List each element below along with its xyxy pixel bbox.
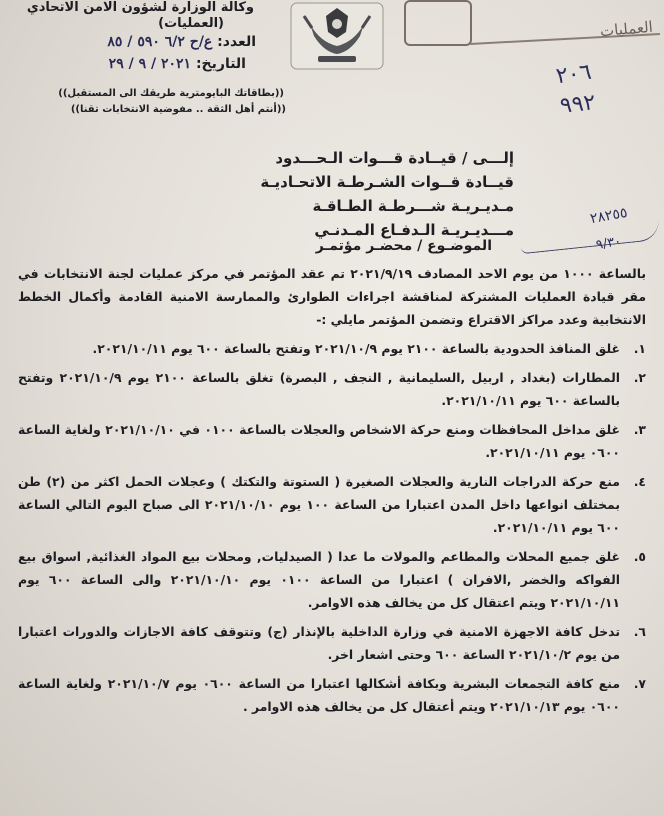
- document-number: [107, 34, 256, 50]
- list-item: [18, 545, 646, 614]
- receipt-stamp-box: [404, 0, 472, 46]
- list-item: [18, 418, 646, 464]
- margin-curve-mark: [519, 219, 660, 255]
- list-item: [18, 337, 646, 360]
- handwritten-mark-2: ٩٩٢: [558, 90, 597, 119]
- item-number: ٥.: [633, 549, 646, 564]
- list-item: [18, 366, 646, 412]
- item-text: تدخل كافة الاجهزة الامنية في وزارة الداخلية بالإنذار (ج) وتتوقف كافة الاجازات والدورات اعتبارا من يوم ٢٠٢١/١٠/٢ الساعة ٦٠٠ وحتى اشعار اخر.: [18, 624, 620, 662]
- item-text: منع حركة الدراجات النارية والعجلات الصغيرة ( الستوتة والتكتك ) وعجلات الحمل اكثر من (٢) طن بمختلف انواعها داخل المدن اعتبارا من الساعة ١٠٠ يوم ٢٠٢١/١٠/١٠ الى صباح اليوم التالي الساعة ٦٠٠ يوم ٢٠٢١/١٠/١١.: [18, 474, 620, 535]
- subject-line: الموضـوع / محضـر مؤتمـر: [315, 238, 492, 254]
- agency-name: وكالة الوزارة لشؤون الامن الاتحادي: [26, 0, 254, 15]
- item-number: ٧.: [633, 676, 646, 691]
- handwritten-mark-1: ٢٠٦: [554, 59, 594, 90]
- recipient-line: إلـــى / قيــادة قـــوات الـحـــدود: [275, 149, 514, 167]
- intro-paragraph: بالساعة ١٠٠٠ من يوم الاحد المصادف ٢٠٢١/٩/١٩ تم عقد المؤتمر في مركز عمليات لجنة الانتخابات في مقر قيادة العمليات المشتركة لمناقشة اجراءات الطوارئ والممارسة الامنية القادمة وأكمال الخطط الانتخابية وعدد مراكز الاقتراع وتضمن المؤتمر مايلي :-: [18, 266, 646, 327]
- list-item: [18, 620, 646, 666]
- slogan-line-1: ((بطاقاتك البايومترية طريقك الى المستقبل)): [58, 88, 284, 99]
- number-value: ع/ح ٦/٢ ٥٩٠ / ٨٥: [107, 34, 213, 50]
- item-number: ٣.: [633, 422, 646, 437]
- document-date: [109, 56, 246, 72]
- recipient-line: مـــديـريـة الـدفـاع المـدنـي: [314, 221, 514, 239]
- item-number: ٦.: [633, 624, 646, 639]
- item-text: منع كافة التجمعات البشرية وبكافة أشكالها اعتبارا من الساعة ٠٦٠٠ يوم ٢٠٢١/١٠/٧ ولغاية الساعة ٠٦٠٠ يوم ٢٠٢١/١٠/١٣ ويتم أعتقال كل من يخالف هذه الاوامر .: [18, 676, 620, 714]
- item-number: ٤.: [633, 474, 646, 489]
- ministry-emblem-icon: [290, 2, 384, 70]
- recipient-line: مـديـريـة شـــرطـة الطـاقـة: [312, 197, 514, 215]
- item-text: المطارات (بغداد , اربيل ,السليمانية , النجف , البصرة) تغلق بالساعة ٢١٠٠ يوم ٢٠٢١/١٠/٩ وتفتح بالساعة ٦٠٠ يوم ٢٠٢١/١٠/١١.: [18, 370, 620, 408]
- date-value: ٢٠٢١ / ٩ / ٢٩: [108, 56, 192, 72]
- recipients-block: [260, 146, 514, 242]
- receipt-stamp-text: العمليات: [599, 17, 654, 41]
- margin-handwriting-2: ٩/٣٠: [594, 233, 623, 254]
- item-text: غلق المنافذ الحدودية بالساعة ٢١٠٠ يوم ٢٠٢١/١٠/٩ وتفتح بالساعة ٦٠٠ يوم ٢٠٢١/١٠/١١.: [92, 341, 620, 356]
- list-item: [18, 470, 646, 539]
- item-text: غلق مداخل المحافظات ومنع حركة الاشخاص والعجلات بالساعة ٠١٠٠ في ٢٠٢١/١٠/١٠ ولغاية الساعة ٠٦٠٠ يوم ٢٠٢١/١٠/١١.: [18, 422, 620, 460]
- recipient-line: قيــادة قــوات الشـرطـة الاتحـاديـة: [260, 173, 514, 191]
- number-label: العدد:: [217, 34, 256, 50]
- date-label: التاريخ:: [195, 56, 246, 72]
- item-number: ٢.: [633, 370, 646, 385]
- margin-handwriting-1: ٢٨٢٥٥: [588, 204, 629, 228]
- item-number: ١.: [633, 341, 646, 356]
- slogan-line-2: ((أنتم أهل الثقة .. مفوضية الانتخابات تقنا)): [70, 104, 286, 115]
- item-text: غلق جميع المحلات والمطاعم والمولات ما عدا ( الصيدليات, ومحلات بيع المواد الغذائية, اسواق بيع الفواكه والخضر ,الافران ) اعتبارا من الساعة ٠١٠٠ يوم ٢٠٢١/١٠/١٠ والى الساعة ٦٠٠ يوم ٢٠٢١/١٠/١١ ويتم اعتقال كل من يخالف هذه الاوامر.: [18, 549, 620, 610]
- department-name: (العمليات): [158, 16, 224, 31]
- list-item: [18, 672, 646, 718]
- document-body: [18, 262, 646, 718]
